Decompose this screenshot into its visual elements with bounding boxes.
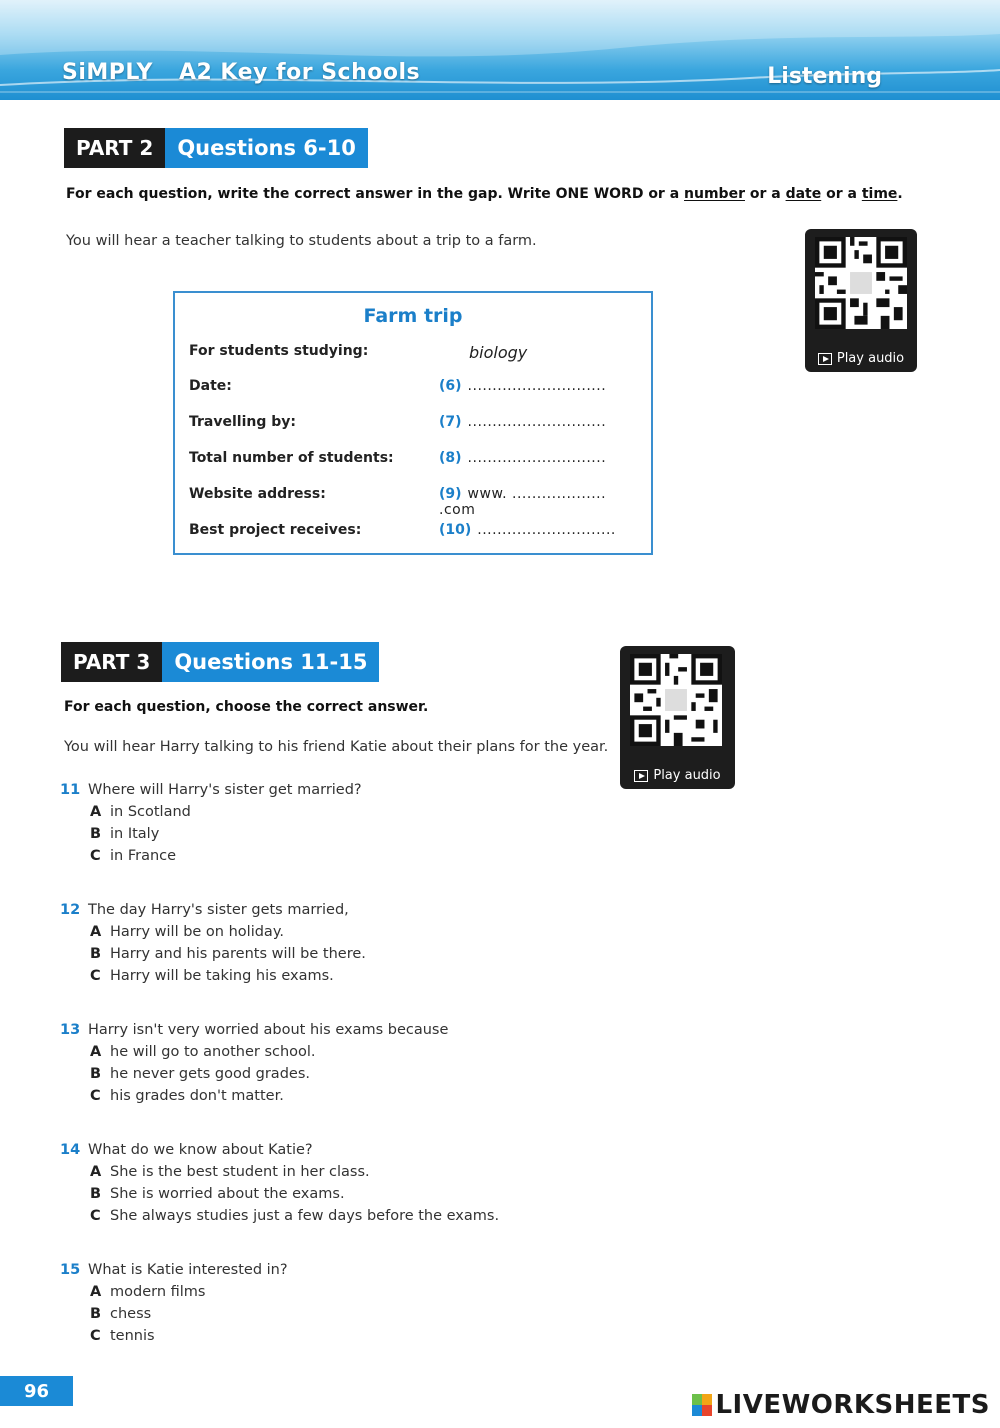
liveworksheets-logo[interactable] (692, 1390, 990, 1420)
instruction-or: or a (826, 186, 857, 202)
option-text: he never gets good grades. (110, 1066, 310, 1082)
play-audio-label: Play audio (653, 768, 721, 783)
instruction-number: number (684, 186, 745, 202)
question-12 (60, 902, 760, 984)
part2-badge (64, 128, 368, 168)
option-b[interactable] (90, 1186, 760, 1202)
liveworksheets-logo-text: LIVEWORKSHEETS (715, 1390, 990, 1420)
question-number: 11 (60, 782, 81, 798)
answer-gap-9[interactable] (439, 486, 639, 518)
page-number: 96 (0, 1376, 73, 1406)
option-text: chess (110, 1306, 152, 1322)
qr-audio-part3[interactable] (620, 646, 735, 789)
option-letter: C (90, 1328, 101, 1344)
qr-audio-part2[interactable] (805, 229, 917, 372)
option-a[interactable] (90, 804, 760, 820)
given-answer: biology (469, 343, 528, 362)
question-stem: Harry isn't very worried about his exams because (88, 1022, 449, 1038)
option-letter: C (90, 1088, 101, 1104)
farm-trip-table (173, 291, 653, 555)
option-c[interactable] (90, 848, 760, 864)
option-c[interactable] (90, 968, 760, 984)
play-audio-button[interactable] (620, 768, 735, 783)
option-b[interactable] (90, 1306, 760, 1322)
part3-questions: Questions 11-15 (162, 642, 379, 682)
brand-name: SiMPLY (62, 60, 153, 85)
book-title (62, 60, 420, 85)
option-text: in Scotland (110, 804, 191, 820)
part2-instruction (66, 186, 946, 202)
farm-row-label: Website address: (189, 486, 326, 502)
gap-dots: www. ................... .com (439, 486, 607, 518)
answer-gap-6[interactable] (439, 378, 606, 394)
question-number: (8) (439, 450, 462, 466)
option-b[interactable] (90, 1066, 760, 1082)
option-a[interactable] (90, 1164, 760, 1180)
answer-gap-7[interactable] (439, 414, 606, 430)
option-text: his grades don't matter. (110, 1088, 284, 1104)
option-b[interactable] (90, 946, 760, 962)
option-text: Harry will be on holiday. (110, 924, 284, 940)
option-text: in France (110, 848, 177, 864)
option-text: Harry will be taking his exams. (110, 968, 334, 984)
option-text: tennis (110, 1328, 155, 1344)
option-text: in Italy (110, 826, 160, 842)
farm-row-value (439, 343, 527, 362)
question-number: 14 (60, 1142, 81, 1158)
farm-row (189, 414, 639, 438)
option-letter: A (90, 1164, 102, 1180)
instruction-time: time (861, 186, 898, 202)
option-c[interactable] (90, 1328, 760, 1344)
instruction-or: or a (749, 186, 781, 202)
play-icon (634, 770, 648, 782)
option-letter: C (90, 848, 101, 864)
option-a[interactable] (90, 924, 760, 940)
qr-code-graphic (815, 237, 907, 329)
farm-row-label: Travelling by: (189, 414, 296, 430)
farm-row-label: For students studying: (189, 343, 369, 359)
option-letter: B (90, 1186, 102, 1202)
option-text: She always studies just a few days before the exams. (110, 1208, 500, 1224)
question-13 (60, 1022, 760, 1104)
question-number: 15 (60, 1262, 81, 1278)
play-icon (818, 353, 832, 365)
question-14 (60, 1142, 760, 1224)
farm-row-label: Total number of students: (189, 450, 394, 466)
qr-code-icon (815, 237, 907, 329)
option-a[interactable] (90, 1284, 760, 1300)
option-letter: B (90, 826, 102, 842)
option-text: Harry and his parents will be there. (110, 946, 366, 962)
option-c[interactable] (90, 1208, 760, 1224)
qr-code-graphic (630, 654, 722, 746)
part2-context: You will hear a teacher talking to students about a trip to a farm. (66, 233, 537, 249)
option-letter: C (90, 968, 101, 984)
option-text: he will go to another school. (110, 1044, 316, 1060)
farm-row-label: Date: (189, 378, 232, 394)
question-number: (10) (439, 522, 472, 538)
gap-dots: ............................ (467, 414, 607, 430)
question-stem: The day Harry's sister gets married, (88, 902, 349, 918)
instruction-text: For each question, write the correct answer in the gap. Write ONE WORD or a (66, 186, 680, 202)
part3-instruction: For each question, choose the correct answer. (64, 699, 429, 715)
farm-row-label: Best project receives: (189, 522, 362, 538)
instruction-date: date (785, 186, 822, 202)
play-audio-label: Play audio (836, 351, 905, 366)
question-number: (9) (439, 486, 462, 502)
option-letter: C (90, 1208, 101, 1224)
option-letter: B (90, 1066, 102, 1082)
option-text: She is the best student in her class. (110, 1164, 370, 1180)
option-letter: A (90, 1284, 102, 1300)
question-number: (7) (439, 414, 462, 430)
part3-context: You will hear Harry talking to his friend Katie about their plans for the year. (64, 739, 609, 755)
gap-dots: ............................ (467, 450, 607, 466)
farm-trip-title: Farm trip (363, 305, 463, 327)
answer-gap-8[interactable] (439, 450, 606, 466)
option-a[interactable] (90, 1044, 760, 1060)
farm-row (189, 450, 639, 474)
option-letter: A (90, 1044, 102, 1060)
question-stem: Where will Harry's sister get married? (88, 782, 362, 798)
play-audio-button[interactable] (805, 351, 917, 366)
question-stem: What do we know about Katie? (88, 1142, 313, 1158)
answer-gap-10[interactable] (439, 522, 616, 538)
farm-row (189, 343, 639, 367)
option-b[interactable] (90, 826, 760, 842)
option-c[interactable] (90, 1088, 760, 1104)
option-letter: A (90, 804, 102, 820)
option-letter: B (90, 946, 102, 962)
question-number: (6) (439, 378, 462, 394)
gap-dots: ............................ (467, 378, 607, 394)
section-title: Listening (767, 64, 882, 89)
farm-row (189, 522, 639, 546)
part3-label: PART 3 (61, 642, 162, 682)
part3-badge (61, 642, 379, 682)
question-number: 13 (60, 1022, 81, 1038)
option-letter: B (90, 1306, 102, 1322)
instruction-end: . (897, 186, 903, 202)
farm-row (189, 486, 639, 518)
liveworksheets-logo-icon (692, 1394, 712, 1416)
part2-questions: Questions 6-10 (165, 128, 368, 168)
question-number: 12 (60, 902, 81, 918)
book-name: A2 Key for Schools (178, 60, 421, 85)
option-text: She is worried about the exams. (110, 1186, 345, 1202)
question-stem: What is Katie interested in? (88, 1262, 288, 1278)
option-text: modern films (110, 1284, 206, 1300)
part2-label: PART 2 (64, 128, 165, 168)
question-11 (60, 782, 760, 864)
option-letter: A (90, 924, 102, 940)
qr-code-icon (630, 654, 722, 746)
gap-dots: ............................ (477, 522, 616, 538)
question-15 (60, 1262, 760, 1344)
farm-row (189, 378, 639, 402)
